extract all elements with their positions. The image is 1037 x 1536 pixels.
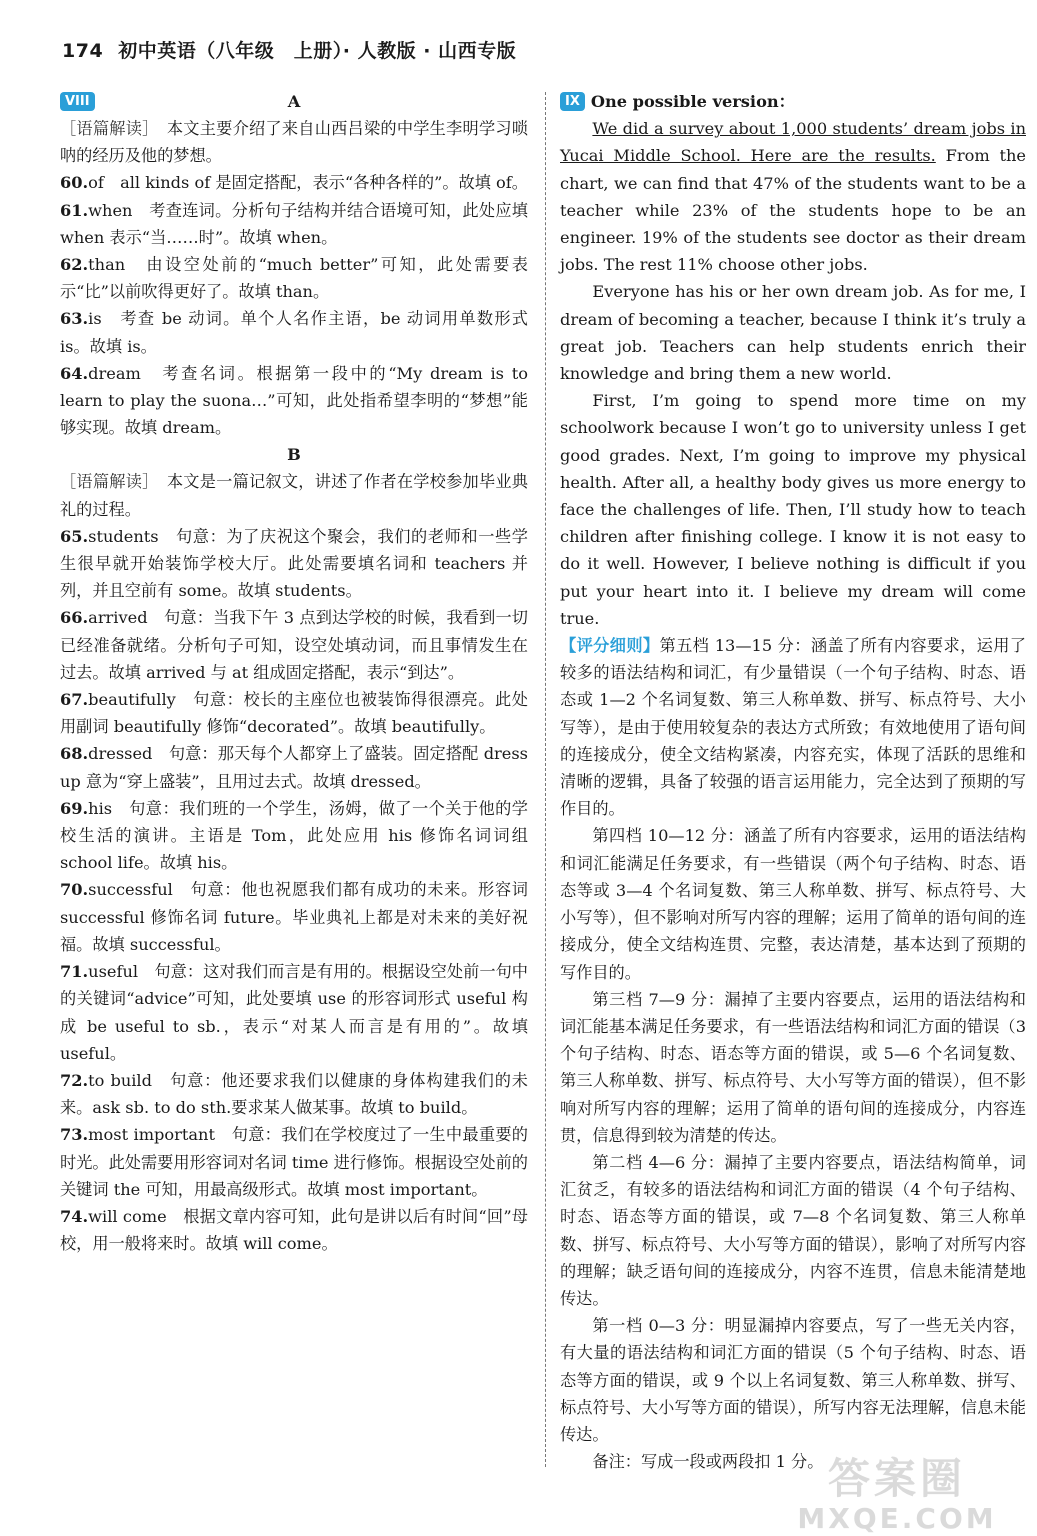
watermark-logo [797,1446,997,1535]
answer-item [60,251,528,305]
answer-item [60,1121,528,1203]
section-badge-viii: VIII [60,92,95,111]
watermark-line-1: 答案圈 [827,1454,966,1503]
left-column [60,88,528,1257]
answer-number: 65. [60,526,89,546]
scoring-text: 第二档 4—6 分：漏掉了主要内容要点，语法结构简单，词汇贫乏，有较多的语法结构和词汇方面的错误（4 个句子结构、时态、语态等方面的错误，或 7—8 个名词复数、第三人称单数、拼写、标点符号、大小写等方面的错误），影响了对所写内容的理解；缺乏语句间的连接成分，内容不连贯，信息未能清楚地传达。 [560,1152,1026,1308]
scoring-paragraph [560,1312,1026,1448]
right-column [560,88,1026,1475]
answer-number: 67. [60,690,89,710]
writing-title [560,88,1026,115]
answer-item [60,686,528,740]
answer-item [60,740,528,794]
answer-number: 70. [60,880,89,900]
scoring-paragraph [560,1149,1026,1312]
answer-item [60,305,528,359]
watermark-line-2: MXQE.COM [797,1502,997,1535]
answer-number: 69. [60,798,89,818]
intro-text: 本文主要介绍了来自山西吕梁的中学生李明学习唢呐的经历及他的梦想。 [60,119,528,166]
essay-paragraph-2: Everyone has his or her own dream job. As for me, I dream of becoming a teacher, because I think it’s truly a great job. Teachers can help students enrich their knowledge and bring them a new world. [560,282,1026,384]
scoring-tag: 【评分细则】 [560,636,660,656]
answer-number: 60. [60,173,89,193]
intro-tag: ［语篇解读］ [60,472,151,492]
part-b-label: B [287,445,301,465]
essay-paragraph-1 [560,115,1026,278]
part-b-answers [60,523,528,1257]
answer-text: students 句意：为了庆祝这个聚会，我们的老师和一些学生很早就开始装饰学校大厅。此处需要填名词和 teachers 并列，并且空前有 some。故填 students。 [60,526,528,601]
answer-item [60,169,528,196]
answer-item [60,876,528,958]
scoring-rubric [560,632,1026,1475]
scoring-paragraph [560,632,1026,822]
answer-number: 74. [60,1206,89,1226]
section-badge-ix: IX [560,92,585,111]
answer-number: 73. [60,1125,89,1145]
essay-text: From the chart, we can find that 47% of the students want to be a teacher while 23% of the students hope to be an engineer. 19% of the students see doctor as their dream jobs. The rest 11% choose other jobs. [560,146,1026,275]
intro-text: 本文是一篇记叙文，讲述了作者在学校参加毕业典礼的过程。 [60,472,528,519]
answer-number: 72. [60,1070,89,1090]
answer-text: when 考查连词。分析句子结构并结合语境可知，此处应填 when 表示“当……时”。故填 when。 [60,200,528,247]
answer-text: will come 根据文章内容可知，此句是讲以后有时间“回”母校，用一般将来时。故填 will come。 [60,1206,528,1254]
essay-paragraph-3: First, I’m going to spend more time on my schoolwork because I won’t go to university unless I get good grades. Next, I’m going to improve my physical health. After all, a healthy body gives us more energy to face the challenges of life. Then, I’ll study how to teach children after finishing college. I know it is not easy to do it well. However, I believe nothing is difficult if you put your heart into it. I believe my dream will come true. [560,391,1026,628]
scoring-text: 备注：写成一段或两段扣 1 分。 [592,1452,824,1472]
answer-text: useful 句意：这对我们而言是有用的。根据设空处前一句中的关键词“advice”可知，此处要填 use 的形容词形式 useful 构成 be useful to sb.，表示“对某人而言是有用的”。故填 useful。 [60,962,528,1063]
answer-item [60,1203,528,1257]
answer-text: dream 考查名词。根据第一段中的“My dream is to learn to play the suona…”可知，此处指希望李明的“梦想”能够实现。故填 dream。 [60,363,528,438]
answer-item [60,604,528,686]
answer-text: successful 句意：他也祝愿我们都有成功的未来。形容词 successful 修饰名词 future。毕业典礼上都是对未来的美好祝福。故填 successful。 [60,880,528,954]
answer-number: 63. [60,309,89,329]
part-b-intro [60,468,528,522]
answer-text: arrived 句意：当我下午 3 点到达学校的时候，我看到一切已经准备就绪。分析句子可知，设空处填动词，而且事情发生在过去。故填 arrived 与 at 组成固定搭配，表示“到达”。 [60,608,528,682]
scoring-text: 第三档 7—9 分：漏掉了主要内容要点，运用的语法结构和词汇能基本满足任务要求，有一些语法结构和词汇方面的错误（3 个句子结构、时态、语态等方面的错误，或 5—6 个名词复数、第三人称单数、拼写、标点符号、大小写等方面的错误），但不影响对所写内容的理解；运用了简单的语句间的连接成分，内容连贯，信息得到较为清楚的传达。 [560,989,1026,1145]
answer-text: beautifully 句意：校长的主座位也被装饰得很漂亮。此处用副词 beautifully 修饰“decorated”。故填 beautifully。 [60,690,528,737]
answer-item [60,958,528,1067]
column-divider [545,92,546,1467]
part-b-heading [60,441,528,468]
scoring-paragraph [560,822,1026,985]
answer-number: 71. [60,962,89,982]
scoring-text: 第四档 10—12 分：涵盖了所有内容要求，运用的语法结构和词汇能满足任务要求，有一些错误（两个句子结构、时态、语态等或 3—4 个名词复数、第三人称单数、拼写、标点符号、大小写等），但不影响对所写内容的理解；运用了简单的语句间的连接成分，使全文结构连贯、完整，表达清楚，基本达到了预期的写作目的。 [560,826,1026,982]
page-header [62,36,516,63]
answer-number: 61. [60,200,89,220]
scoring-text: 第五档 13—15 分：涵盖了所有内容要求，运用了较多的语法结构和词汇，有少量错误（一个句子结构、时态、语态或 1—2 个名词复数、第三人称单数、拼写、标点符号、大小写等），是由于使用较复杂的表达方式所致；有效地使用了语句间的连接成分，使全文结构紧凑，内容充实，体现了活跃的思维和清晰的逻辑，具备了较强的语言运用能力，完全达到了预期的写作目的。 [560,636,1026,819]
part-a-label: A [287,92,301,111]
part-a-heading [60,88,528,115]
answer-number: 64. [60,363,89,383]
answer-item [60,360,528,442]
answer-item [60,795,528,877]
intro-tag: ［语篇解读］ [60,119,151,138]
answer-text: to build 句意：他还要求我们以健康的身体构建我们的未来。ask sb. to do sth.要求某人做某事。故填 to build。 [60,1070,528,1118]
scoring-text: 第一档 0—3 分：明显漏掉内容要点，写了一些无关内容，有大量的语法结构和词汇方面的错误（5 个句子结构、时态、语态等方面的错误，或 9 个以上名词复数、第三人称单数、拼写、标点符号、大小写等方面的错误），所写内容无法理解，信息未能传达。 [560,1316,1026,1444]
writing-title-text: One possible version： [590,92,795,111]
answer-item [60,197,528,251]
answer-text: of all kinds of 是固定搭配，表示“各种各样的”。故填 of。 [88,173,528,193]
answer-text: dressed 句意：那天每个人都穿上了盛装。固定搭配 dress up 意为“穿上盛装”，且用过去式。故填 dressed。 [60,744,528,791]
answer-text: is 考查 be 动词。单个人名作主语，be 动词用单数形式 is。故填 is。 [60,309,528,356]
answer-text: most important 句意：我们在学校度过了一生中最重要的时光。此处需要用形容词对名词 time 进行修饰。根据设空处前的关键词 the 可知，用最高级形式。故填 most important。 [60,1125,528,1199]
answer-item [60,523,528,605]
essay-underlined-text: We did a survey about 1,000 students’ dream jobs in Yucai Middle School. Here are the results. [560,119,1026,166]
book-title: 初中英语（八年级 上册）· 人教版 · 山西专版 [118,40,517,62]
part-a-intro [60,115,528,169]
answer-number: 66. [60,608,89,628]
part-a-answers [60,169,528,441]
answer-text: than 由设空处前的“much better”可知，此处需要表示“比”以前吹得更好了。故填 than。 [60,255,528,302]
answer-item [60,1067,528,1121]
scoring-paragraph [560,986,1026,1149]
answer-number: 68. [60,744,89,764]
answer-text: his 句意：我们班的一个学生，汤姆，做了一个关于他的学校生活的演讲。主语是 Tom，此处应用 his 修饰名词词组 school life。故填 his。 [60,798,528,873]
answer-number: 62. [60,255,89,275]
page-number: 174 [62,40,104,62]
